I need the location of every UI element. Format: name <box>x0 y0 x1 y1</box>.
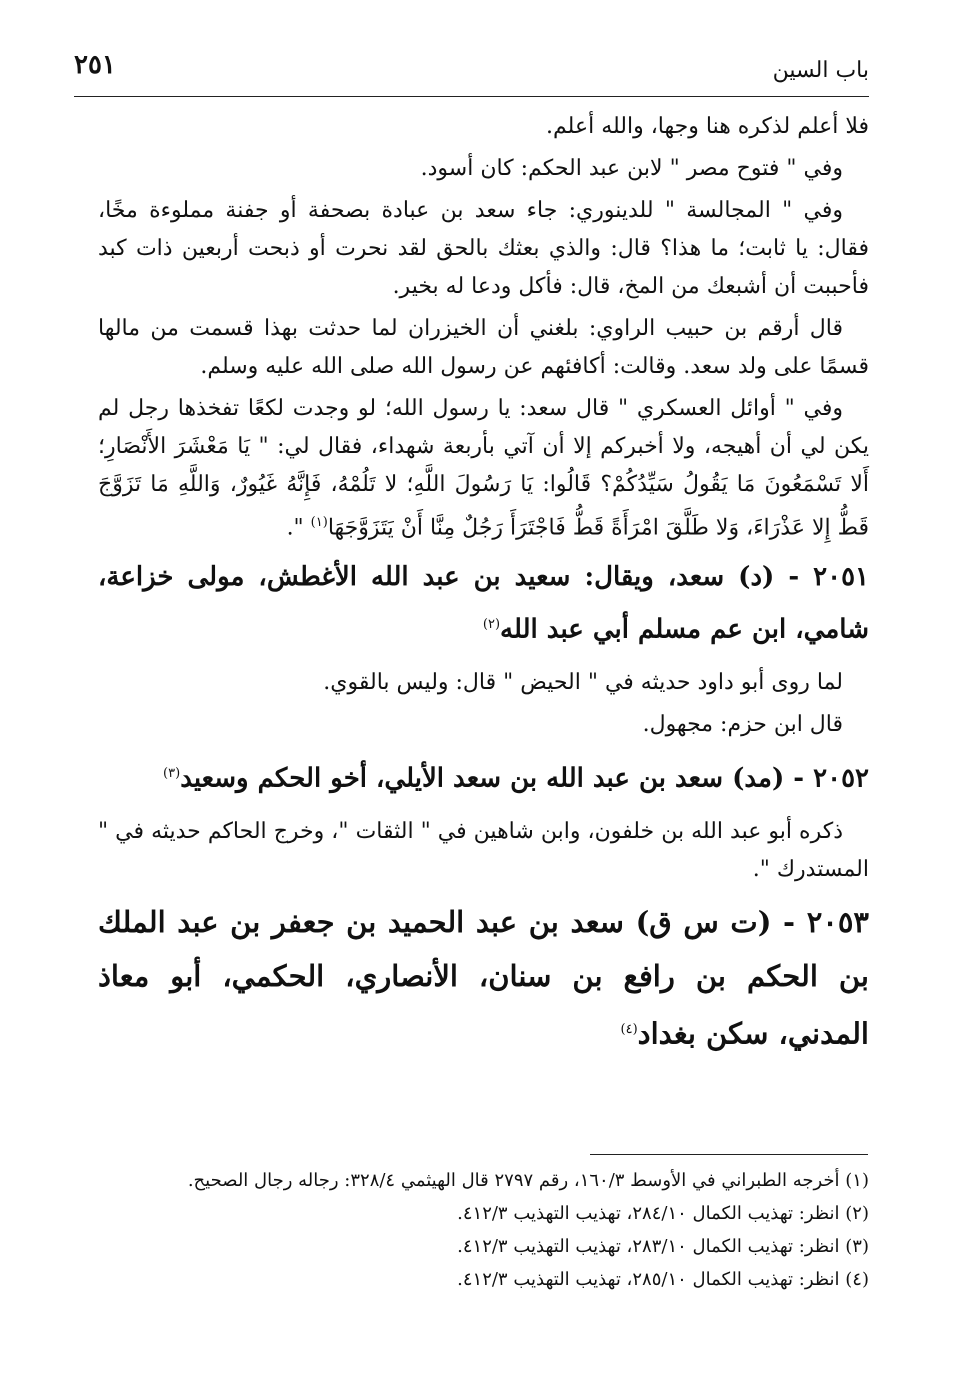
entry-line: لما روى أبو داود حديثه في " الحيض " قال: وليس بالقوي. <box>323 669 843 695</box>
entry-title: ٢٠٥١ - (د) سعد، ويقال: سعيد بن عبد الله الأغطش، مولى خزاعة، شامي، ابن عم مسلم أبي عبد الله <box>98 562 869 645</box>
paragraph-hadith <box>98 390 869 547</box>
footnote-item: (٣) انظر: تهذيب الكمال ٢٨٣/١٠، تهذيب التهذيب ٤١٢/٣. <box>457 1236 869 1257</box>
paragraph-text: وفي " أوائل العسكري " قال سعد: يا رسول الله؛ لو وجدت لكعًا تفخذها رجل لم يكن لي أن أهيجه، ولا أخبركم إلا أن آتي بأربعة شهداء، فقال لي: " يَا مَعْشَرَ الأَنْصَارِ؛ أَلا تَسْمَعُونَ مَا يَقُولُ سَيِّدُكُمْ؟ قَالُوا: يَا رَسُولَ اللَّهِ؛ لا تَلُمْهُ، فَإِنَّهُ غَيُورٌ، وَاللَّهِ مَا تَزَوَّجَ قَطُّ إِلا عَذْرَاءَ، وَلا طَلَّقَ امْرَأَةً قَطُّ فَاجْتَرَأَ رَجُلٌ مِنَّا أَنْ يَتَزَوَّجَهَا <box>98 396 869 541</box>
page-number: ٢٥١ <box>74 50 116 80</box>
footnote-divider <box>590 1154 868 1155</box>
entry-heading <box>98 553 869 654</box>
section-title: باب السين <box>772 58 869 83</box>
paragraph: وفي " فتوح مصر " لابن عبد الحكم: كان أسود. <box>420 156 843 181</box>
entry-line: قال ابن حزم: مجهول. <box>642 711 843 737</box>
footnotes <box>98 1164 869 1296</box>
paragraph: وفي " المجالسة " للدينوري: جاء سعد بن عبادة بصحفة أو جفنة مملوءة مخًا، فقال: يا ثابت؛ ما هذا؟ قال: والذي بعثك بالحق لقد نحرت أو ذبحت أربعين ذات كبد فأحببت أن أشبعك من المخ، قال: فأكل ودعا له بخير. <box>98 198 869 299</box>
footnote-item: (٢) انظر: تهذيب الكمال ٢٨٤/١٠، تهذيب التهذيب ٤١٢/٣. <box>457 1203 869 1224</box>
footnote-ref: (٤) <box>620 1021 638 1037</box>
footnote-ref: (١) <box>310 515 328 530</box>
entry-title: ٢٠٥٢ - (مد) سعد بن عبد الله بن سعد الأيلي، أخو الحكم وسعيد <box>180 763 869 794</box>
entry-heading <box>98 895 869 1061</box>
footnote-item: (٤) انظر: تهذيب الكمال ٢٨٥/١٠، تهذيب التهذيب ٤١٢/٣. <box>457 1269 869 1290</box>
main-text <box>98 108 869 1070</box>
footnote-ref: (٢) <box>482 617 501 633</box>
paragraph: فلا أعلم لذكره هنا وجها، والله أعلم. <box>546 114 869 139</box>
entry-text: ذكره أبو عبد الله بن خلفون، وابن شاهين في " الثقات "، وخرج الحاكم حديثه في " المستدرك ". <box>98 818 869 882</box>
entry-title: ٢٠٥٣ - (ت س ق) سعد بن عبد الحميد بن جعفر بن عبد الملك بن الحكم بن رافع بن سنان، الأنصاري، الحكمي، أبو معاذ المدني، سكن بغداد <box>98 904 869 1051</box>
paragraph-tail: ". <box>286 515 311 541</box>
footnote-item: (١) أخرجه الطبراني في الأوسط ١٦٠/٣، رقم ٢٧٩٧ قال الهيثمي ٣٢٨/٤: رجاله رجال الصحيح. <box>187 1170 869 1191</box>
entry-heading <box>98 750 869 803</box>
paragraph: قال أرقم بن حبيب الراوي: بلغني أن الخيزران لما حدثت بهذا قسمت من مالها قسمًا على ولد سعد. وقالت: أكافئهم عن رسول الله صلى الله عليه وسلم. <box>98 316 869 379</box>
footnote-ref: (٣) <box>163 765 181 781</box>
page-header <box>74 40 869 97</box>
